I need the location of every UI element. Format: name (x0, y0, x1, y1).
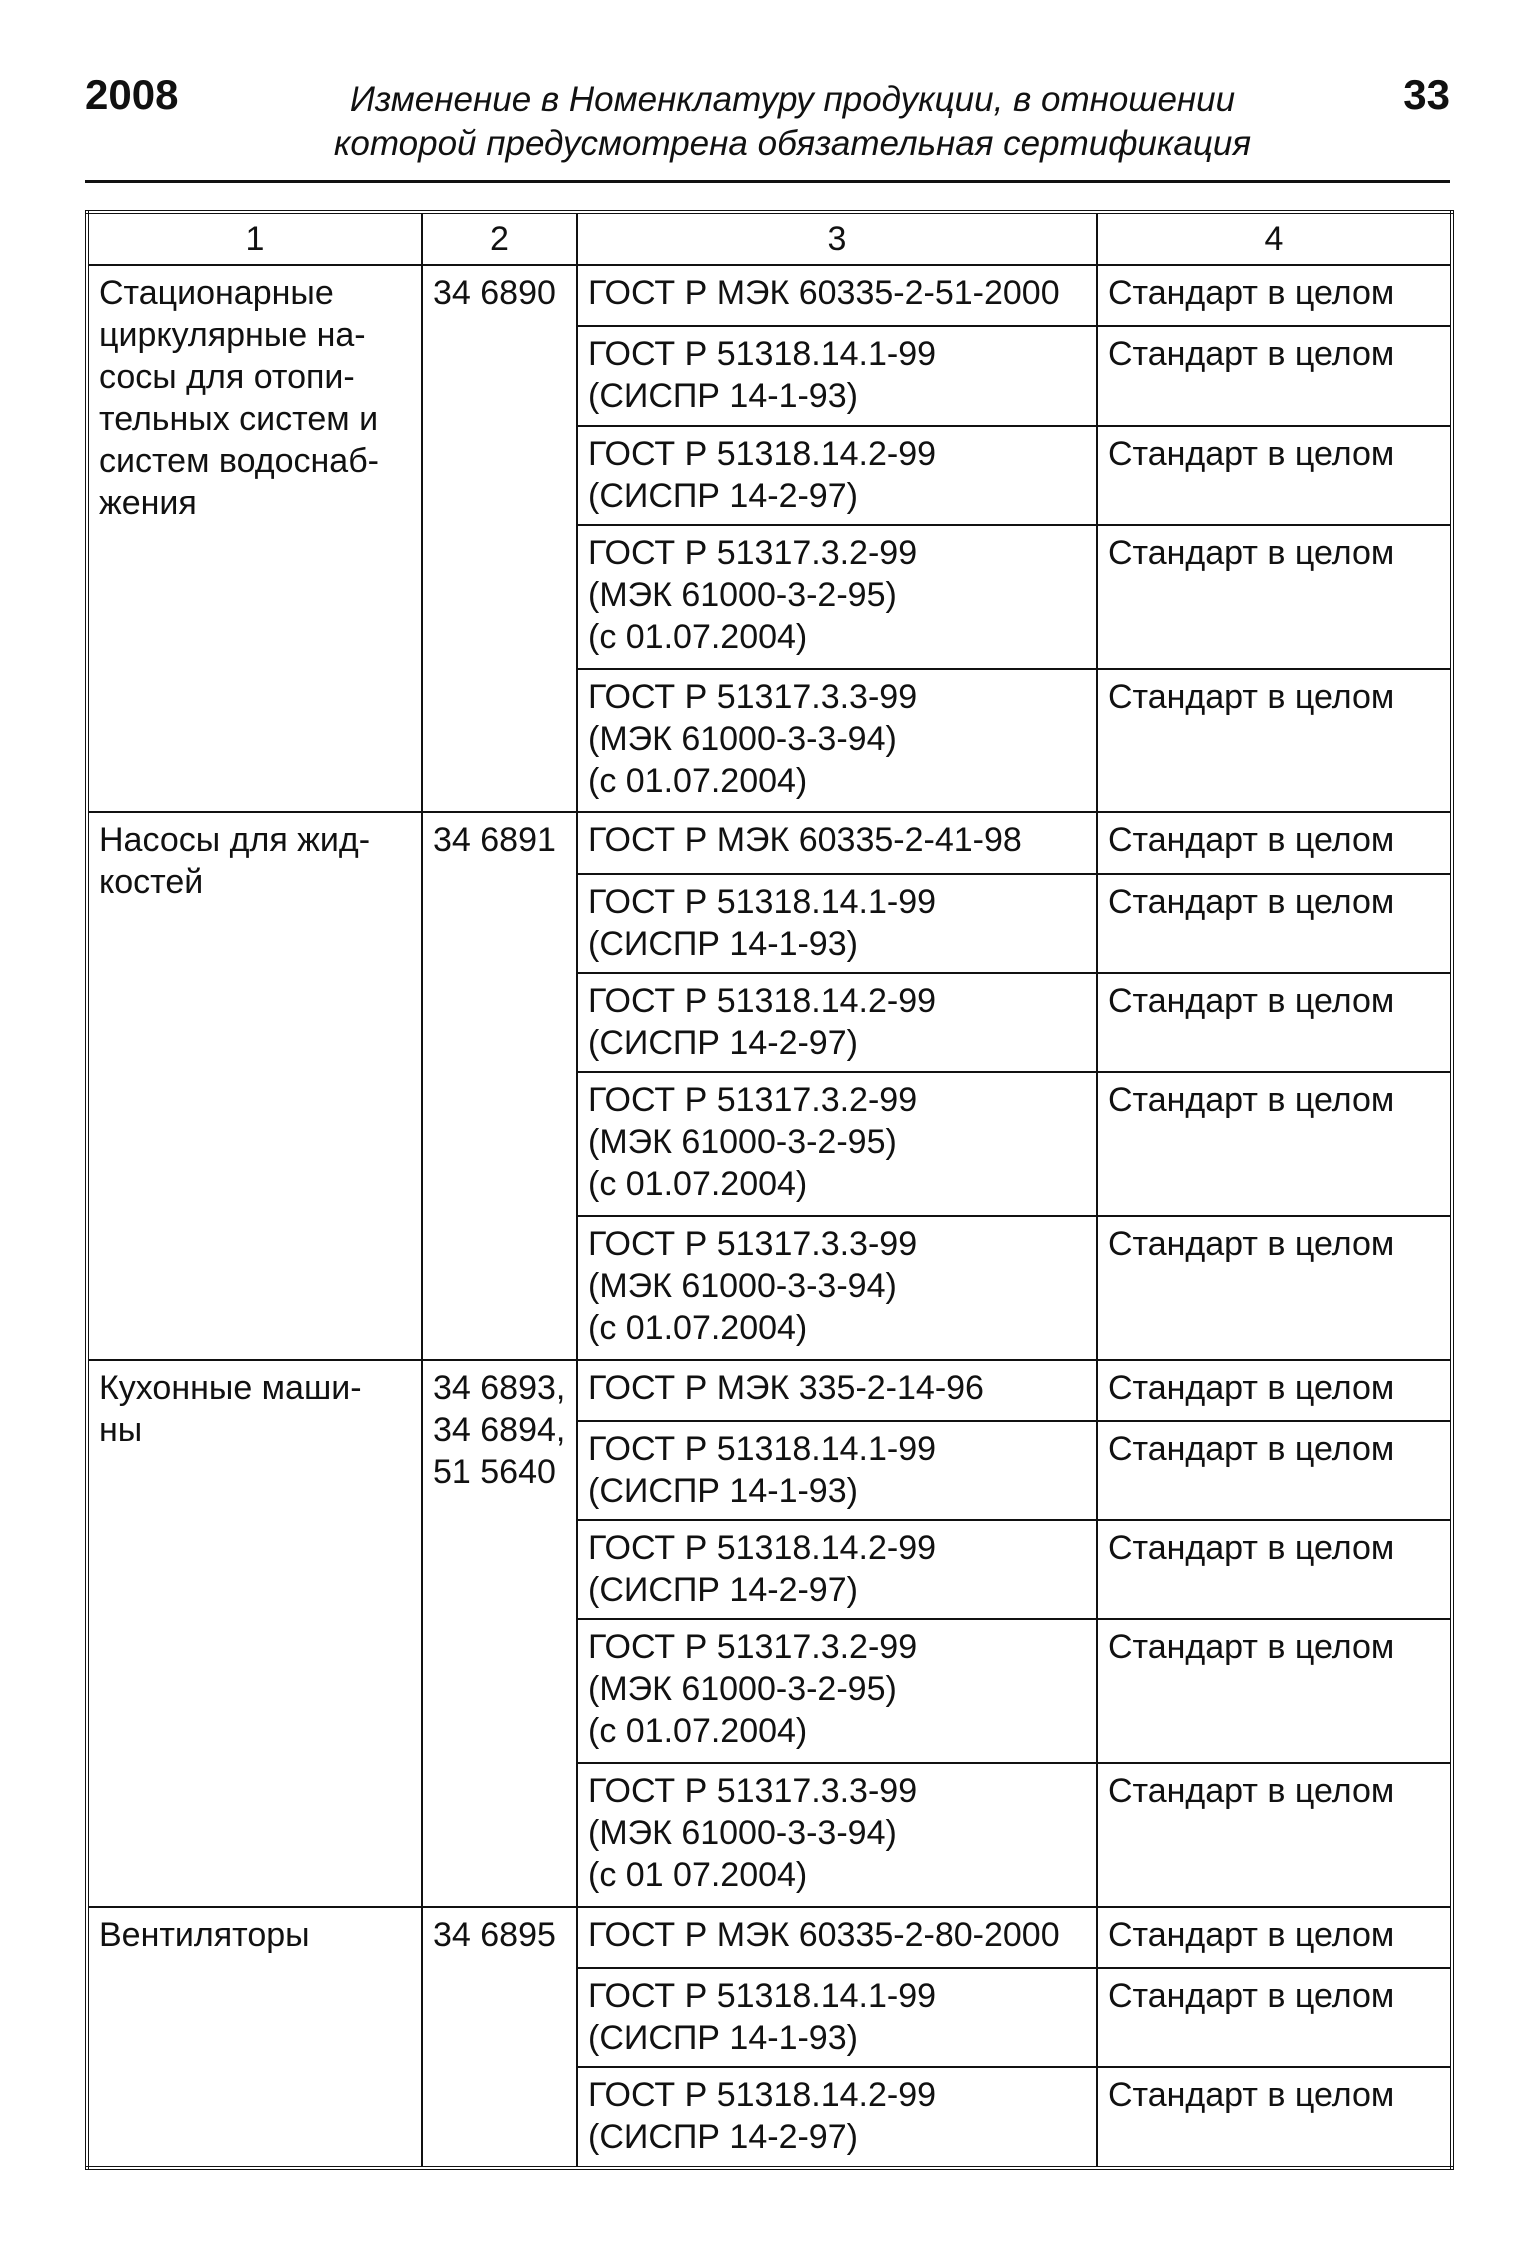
scope-cell: Стандарт в целом (1097, 1216, 1452, 1360)
scope-cell: Стандарт в целом (1097, 669, 1452, 813)
scope-cell: Стандарт в целом (1097, 1421, 1452, 1520)
page-title: Изменение в Номенклатуру продукции, в отношении которой предусмотрена обязательная сертификация (333, 80, 1252, 163)
standard-cell: ГОСТ Р 51318.14.1-99 (СИСПР 14-1-93) (577, 326, 1097, 425)
scope-cell: Стандарт в целом (1097, 265, 1452, 326)
scope-cell: Стандарт в целом (1097, 326, 1452, 425)
page-header (85, 60, 1450, 180)
table-header-row (87, 212, 1452, 265)
standard-cell: ГОСТ Р 51318.14.1-99 (СИСПР 14-1-93) (577, 874, 1097, 973)
scope-cell: Стандарт в целом (1097, 1520, 1452, 1619)
scope-cell: Стандарт в целом (1097, 1907, 1452, 1968)
table-body (87, 265, 1452, 2168)
scope-cell: Стандарт в целом (1097, 2067, 1452, 2168)
page-number: 33 (1403, 71, 1450, 118)
table-row (87, 265, 1452, 326)
product-name-cell: Насосы для жид- костей (87, 812, 422, 1359)
product-code-cell: 34 6891 (422, 812, 577, 1359)
standard-cell: ГОСТ Р 51317.3.2-99 (МЭК 61000-3-2-95) (с 01.07.2004) (577, 1072, 1097, 1216)
scope-cell: Стандарт в целом (1097, 426, 1452, 525)
column-header: 4 (1097, 212, 1452, 265)
standard-cell: ГОСТ Р 51318.14.1-99 (СИСПР 14-1-93) (577, 1421, 1097, 1520)
scope-cell: Стандарт в целом (1097, 1968, 1452, 2067)
column-header: 1 (87, 212, 422, 265)
standard-cell: ГОСТ Р 51317.3.3-99 (МЭК 61000-3-3-94) (с 01.07.2004) (577, 1216, 1097, 1360)
scope-cell: Стандарт в целом (1097, 1072, 1452, 1216)
standard-cell: ГОСТ Р 51318.14.2-99 (СИСПР 14-2-97) (577, 1520, 1097, 1619)
standard-cell: ГОСТ Р 51318.14.2-99 (СИСПР 14-2-97) (577, 973, 1097, 1072)
product-name-cell: Стационарные циркулярные на- сосы для отопи- тельных систем и систем водоснаб- жения (87, 265, 422, 812)
standard-cell: ГОСТ Р 51317.3.3-99 (МЭК 61000-3-3-94) (с 01 07.2004) (577, 1763, 1097, 1907)
scope-cell: Стандарт в целом (1097, 812, 1452, 873)
standard-cell: ГОСТ Р МЭК 60335-2-80-2000 (577, 1907, 1097, 1968)
scope-cell: Стандарт в целом (1097, 1619, 1452, 1763)
year-label: 2008 (85, 71, 179, 118)
scope-cell: Стандарт в целом (1097, 874, 1452, 973)
scope-cell: Стандарт в целом (1097, 1360, 1452, 1421)
product-code-cell: 34 6893, 34 6894, 51 5640 (422, 1360, 577, 1907)
product-name-cell: Вентиляторы (87, 1907, 422, 2168)
certification-table (85, 210, 1454, 2170)
standard-cell: ГОСТ Р 51317.3.3-99 (МЭК 61000-3-3-94) (с 01.07.2004) (577, 669, 1097, 813)
product-code-cell: 34 6895 (422, 1907, 577, 2168)
table-row (87, 812, 1452, 873)
standard-cell: ГОСТ Р 51318.14.1-99 (СИСПР 14-1-93) (577, 1968, 1097, 2067)
product-code-cell: 34 6890 (422, 265, 577, 812)
standard-cell: ГОСТ Р МЭК 60335-2-51-2000 (577, 265, 1097, 326)
standard-cell: ГОСТ Р 51317.3.2-99 (МЭК 61000-3-2-95) (с 01.07.2004) (577, 1619, 1097, 1763)
standard-cell: ГОСТ Р МЭК 60335-2-41-98 (577, 812, 1097, 873)
scope-cell: Стандарт в целом (1097, 525, 1452, 669)
standard-cell: ГОСТ Р МЭК 335-2-14-96 (577, 1360, 1097, 1421)
table-row (87, 1907, 1452, 1968)
scope-cell: Стандарт в целом (1097, 1763, 1452, 1907)
scope-cell: Стандарт в целом (1097, 973, 1452, 1072)
column-header: 3 (577, 212, 1097, 265)
header-rule (85, 180, 1450, 183)
column-header: 2 (422, 212, 577, 265)
standard-cell: ГОСТ Р 51318.14.2-99 (СИСПР 14-2-97) (577, 2067, 1097, 2168)
product-name-cell: Кухонные маши- ны (87, 1360, 422, 1907)
standard-cell: ГОСТ Р 51318.14.2-99 (СИСПР 14-2-97) (577, 426, 1097, 525)
table-row (87, 1360, 1452, 1421)
standard-cell: ГОСТ Р 51317.3.2-99 (МЭК 61000-3-2-95) (с 01.07.2004) (577, 525, 1097, 669)
